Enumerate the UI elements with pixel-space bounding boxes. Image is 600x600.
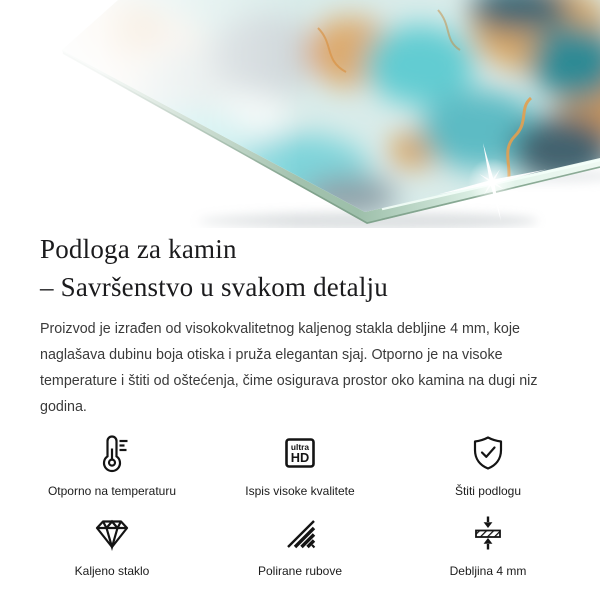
feature-polished-edges [206,510,394,578]
white-fade-overlay [0,0,320,228]
feature-label: Polirane rubove [257,564,343,578]
feature-label: Otporno na temperaturu [47,484,177,498]
shield-check-icon [468,430,508,476]
page-title [40,230,560,306]
feature-label: Debljina 4 mm [449,564,527,578]
thickness-icon [468,510,508,556]
svg-text:ultra: ultra [290,442,310,452]
product-description: Proizvod je izrađen od visokokvalitetnog kaljenog stakla debljine 4 mm, koje naglašava dubinu boja otiska i pruža elegantan sjaj. Otporno je na visoke temperature i štiti od oštećenja, čime osigurava prostor oko kamina na dugi niz godina. [40,321,538,415]
feature-protects-surface [394,430,582,498]
hero-product-image [0,0,600,228]
product-info-section [0,228,600,420]
feature-temperature [18,430,206,498]
page-title-line1: Podloga za kamin [40,234,237,264]
feature-label: Kaljeno staklo [74,564,150,578]
polished-edges-icon [280,510,320,556]
ultra-hd-icon [280,430,320,476]
diamond-icon [92,510,132,556]
glass-panel-photo [0,0,600,228]
page-title-line2: – Savršenstvo u svakom detalju [40,272,388,302]
feature-label: Štiti podlogu [454,484,522,498]
feature-tempered-glass [18,510,206,578]
svg-text:HD: HD [290,450,310,465]
feature-label: Ispis visoke kvalitete [245,484,355,498]
feature-print-quality [206,430,394,498]
thermometer-icon [92,430,132,476]
feature-thickness [394,510,582,578]
feature-grid [0,430,600,578]
